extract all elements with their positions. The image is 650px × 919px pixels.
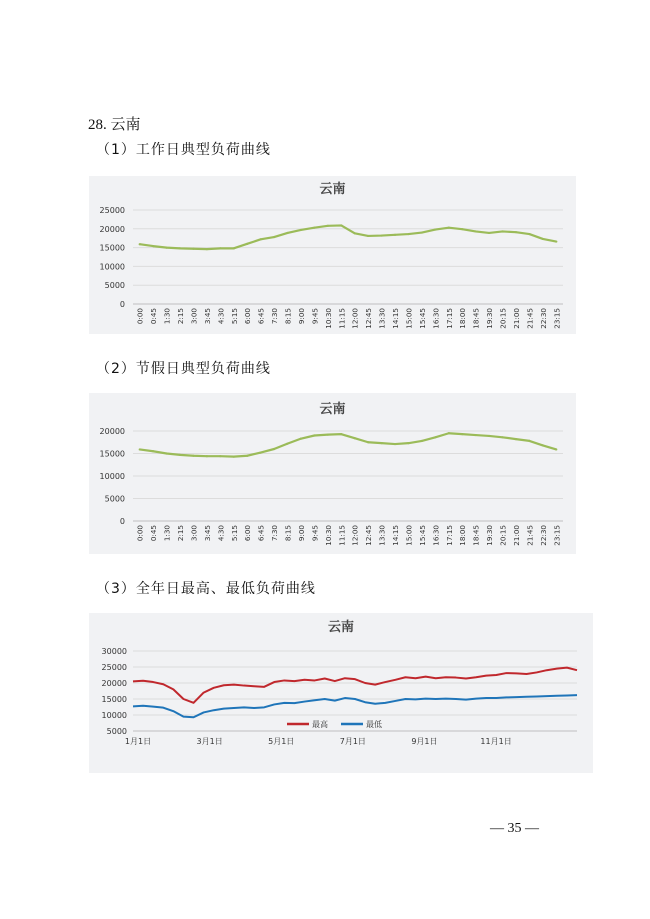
x-tick-label: 20:15 xyxy=(498,308,508,329)
data-point xyxy=(434,436,436,438)
data-point xyxy=(179,454,181,456)
chart-panel-3 xyxy=(89,613,593,773)
x-tick-label: 13:30 xyxy=(377,308,387,329)
data-point xyxy=(260,452,262,454)
data-point xyxy=(380,442,382,444)
x-tick-label: 8:15 xyxy=(283,525,293,542)
x-tick-label: 7月1日 xyxy=(339,737,366,746)
chart-title: 云南 xyxy=(319,182,346,197)
data-point xyxy=(165,452,167,454)
data-point xyxy=(528,440,530,442)
x-tick-label: 6:00 xyxy=(243,308,253,325)
x-tick-label: 0:00 xyxy=(135,525,145,542)
data-point xyxy=(542,238,544,240)
x-tick-label: 23:15 xyxy=(552,308,562,329)
chart-workday-load-curve xyxy=(89,176,576,334)
data-point xyxy=(367,235,369,237)
data-point xyxy=(421,231,423,233)
x-tick-label: 21:00 xyxy=(511,308,521,329)
subsection-label-2: （2）节假日典型负荷曲线 xyxy=(96,361,271,377)
data-point xyxy=(461,228,463,230)
data-point xyxy=(475,230,477,232)
y-tick-label: 20000 xyxy=(99,427,125,436)
y-tick-label: 0 xyxy=(119,517,125,526)
x-tick-label: 21:45 xyxy=(525,308,535,329)
x-tick-label: 15:00 xyxy=(404,525,414,546)
data-point xyxy=(501,230,503,232)
data-point xyxy=(313,227,315,229)
x-tick-label: 1:30 xyxy=(162,308,172,325)
x-tick-label: 18:00 xyxy=(458,308,468,329)
x-tick-label: 17:15 xyxy=(444,308,454,329)
x-tick-label: 3:00 xyxy=(189,308,199,325)
x-tick-label: 17:15 xyxy=(444,525,454,546)
x-tick-label: 15:00 xyxy=(404,308,414,329)
data-point xyxy=(501,436,503,438)
data-point xyxy=(219,247,221,249)
x-tick-label: 6:45 xyxy=(256,525,266,542)
x-tick-label: 21:45 xyxy=(525,525,535,546)
x-tick-label: 10:30 xyxy=(323,525,333,546)
data-point xyxy=(152,450,154,452)
data-point xyxy=(192,455,194,457)
x-tick-label: 3:45 xyxy=(202,308,212,325)
series-line-min xyxy=(133,695,577,717)
y-tick-label: 25000 xyxy=(99,206,125,215)
x-tick-label: 23:15 xyxy=(552,525,562,546)
data-point xyxy=(300,229,302,231)
x-tick-label: 0:45 xyxy=(149,308,159,325)
x-tick-label: 18:45 xyxy=(471,308,481,329)
data-point xyxy=(475,434,477,436)
y-tick-label: 20000 xyxy=(101,679,127,688)
data-point xyxy=(300,438,302,440)
data-point xyxy=(555,448,557,450)
data-point xyxy=(340,433,342,435)
y-tick-label: 5000 xyxy=(104,281,125,291)
data-point xyxy=(367,441,369,443)
y-tick-label: 10000 xyxy=(101,711,127,720)
x-tick-label: 20:15 xyxy=(498,525,508,546)
data-point xyxy=(354,232,356,234)
data-point xyxy=(434,228,436,230)
chart-holiday-load-curve xyxy=(89,393,576,554)
data-point xyxy=(165,247,167,249)
data-point xyxy=(461,433,463,435)
x-tick-label: 8:15 xyxy=(283,308,293,325)
chart-title: 云南 xyxy=(319,402,346,417)
data-point xyxy=(488,435,490,437)
x-tick-label: 13:30 xyxy=(377,525,387,546)
x-tick-label: 16:30 xyxy=(431,525,441,546)
x-tick-label: 10:30 xyxy=(323,308,333,329)
data-point xyxy=(327,225,329,227)
y-tick-label: 15000 xyxy=(99,243,125,253)
x-tick-label: 3月1日 xyxy=(196,737,223,746)
data-point xyxy=(286,443,288,445)
y-tick-label: 10000 xyxy=(99,262,125,272)
subsection-label-1: （1）工作日典型负荷曲线 xyxy=(96,142,271,158)
data-point xyxy=(246,455,248,457)
data-point xyxy=(206,455,208,457)
x-tick-label: 14:15 xyxy=(391,525,401,546)
data-point xyxy=(192,248,194,250)
x-tick-label: 2:15 xyxy=(176,525,186,542)
x-tick-label: 14:15 xyxy=(391,308,401,329)
x-tick-label: 2:15 xyxy=(176,308,186,325)
data-point xyxy=(260,238,262,240)
y-tick-label: 15000 xyxy=(101,695,127,704)
x-tick-label: 12:00 xyxy=(350,308,360,329)
section-heading xyxy=(88,113,141,134)
data-point xyxy=(152,245,154,247)
x-tick-label: 5:15 xyxy=(229,308,239,325)
x-tick-label: 0:00 xyxy=(135,308,145,325)
data-point xyxy=(555,240,557,242)
x-tick-label: 9:00 xyxy=(296,308,306,325)
data-point xyxy=(246,243,248,245)
legend-label: 最低 xyxy=(366,720,382,729)
x-tick-label: 3:45 xyxy=(202,525,212,542)
data-point xyxy=(528,233,530,235)
subsection-label-3: （3）全年日最高、最低负荷曲线 xyxy=(96,581,316,597)
x-tick-label: 7:30 xyxy=(270,308,280,325)
data-point xyxy=(394,443,396,445)
data-point xyxy=(273,236,275,238)
y-tick-label: 5000 xyxy=(104,494,125,504)
x-tick-label: 4:30 xyxy=(216,525,226,542)
data-point xyxy=(327,434,329,436)
x-tick-label: 15:45 xyxy=(417,308,427,329)
data-point xyxy=(448,227,450,229)
x-tick-label: 19:30 xyxy=(485,525,495,546)
section-number: 28. xyxy=(88,117,107,133)
data-point xyxy=(488,232,490,234)
x-tick-label: 6:45 xyxy=(256,308,266,325)
x-tick-label: 22:30 xyxy=(538,308,548,329)
x-tick-label: 9:00 xyxy=(296,525,306,542)
y-tick-label: 10000 xyxy=(99,472,125,481)
x-tick-label: 11:15 xyxy=(337,308,347,329)
data-point xyxy=(219,455,221,457)
y-tick-label: 25000 xyxy=(101,663,127,672)
x-tick-label: 19:30 xyxy=(485,308,495,329)
data-point xyxy=(286,232,288,234)
chart-panel-1 xyxy=(89,176,576,334)
data-point xyxy=(233,456,235,458)
data-point xyxy=(354,437,356,439)
data-point xyxy=(515,438,517,440)
data-point xyxy=(407,233,409,235)
x-tick-label: 0:45 xyxy=(149,525,159,542)
y-tick-label: 15000 xyxy=(99,449,125,459)
data-point xyxy=(206,248,208,250)
x-tick-label: 18:00 xyxy=(458,525,468,546)
x-tick-label: 9:45 xyxy=(310,308,320,325)
legend-label: 最高 xyxy=(312,720,328,729)
x-tick-label: 22:30 xyxy=(538,525,548,546)
x-tick-label: 3:00 xyxy=(189,525,199,542)
x-tick-label: 7:30 xyxy=(270,525,280,542)
x-tick-label: 6:00 xyxy=(243,525,253,542)
data-point xyxy=(542,444,544,446)
y-tick-label: 20000 xyxy=(99,224,125,234)
data-point xyxy=(407,442,409,444)
x-tick-label: 12:45 xyxy=(364,525,374,546)
x-tick-label: 5:15 xyxy=(229,525,239,542)
x-tick-label: 11月1日 xyxy=(480,737,512,746)
data-point xyxy=(394,234,396,236)
data-point xyxy=(515,231,517,233)
x-tick-label: 12:45 xyxy=(364,308,374,329)
y-tick-label: 5000 xyxy=(106,727,127,736)
page-number: — 35 — xyxy=(490,821,539,836)
x-tick-label: 9:45 xyxy=(310,525,320,542)
x-tick-label: 18:45 xyxy=(471,525,481,546)
chart-annual-max-min-load-curve xyxy=(89,613,593,773)
x-tick-label: 16:30 xyxy=(431,308,441,329)
data-point xyxy=(380,234,382,236)
data-point xyxy=(273,448,275,450)
y-tick-label: 30000 xyxy=(101,647,127,656)
x-tick-label: 15:45 xyxy=(417,525,427,546)
data-point xyxy=(179,247,181,249)
data-point xyxy=(421,440,423,442)
data-point xyxy=(448,432,450,434)
x-tick-label: 4:30 xyxy=(216,308,226,325)
data-point xyxy=(139,243,141,245)
section-title: 云南 xyxy=(110,117,141,133)
x-tick-label: 9月1日 xyxy=(411,737,438,746)
x-tick-label: 12:00 xyxy=(350,525,360,546)
x-tick-label: 1:30 xyxy=(162,525,172,542)
x-tick-label: 21:00 xyxy=(511,525,521,546)
data-point xyxy=(233,247,235,249)
x-tick-label: 11:15 xyxy=(337,525,347,546)
data-point xyxy=(313,434,315,436)
y-tick-label: 0 xyxy=(119,300,125,309)
x-tick-label: 5月1日 xyxy=(268,737,295,746)
data-point xyxy=(340,224,342,226)
data-point xyxy=(139,448,141,450)
chart-title: 云南 xyxy=(327,620,355,635)
x-tick-label: 1月1日 xyxy=(124,737,152,746)
chart-panel-2 xyxy=(89,393,576,554)
